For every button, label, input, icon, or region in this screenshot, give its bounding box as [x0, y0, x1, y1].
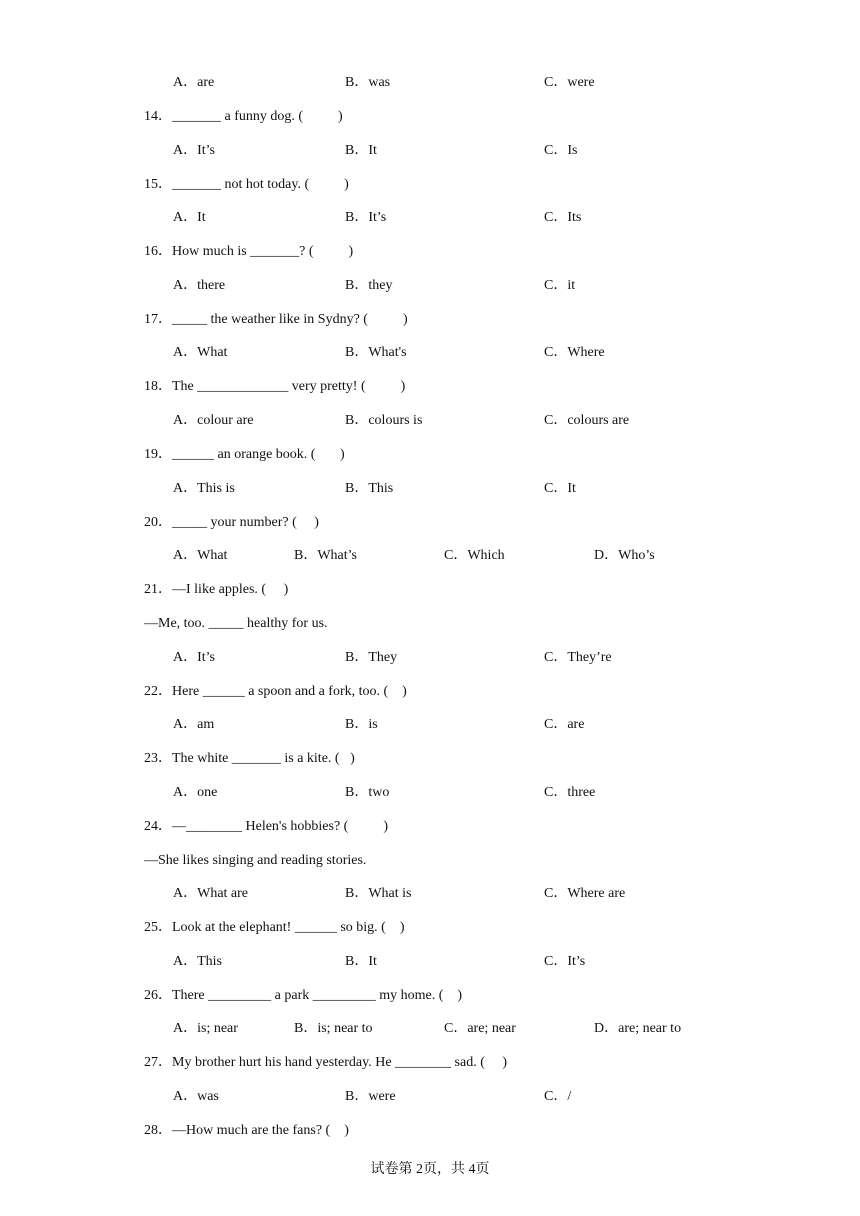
- question-line: —She likes singing and reading stories.: [144, 853, 367, 868]
- option-b: B．It: [345, 143, 377, 158]
- question-line: 14．_______ a funny dog. ( ): [144, 109, 343, 124]
- option-b: B．It: [345, 954, 377, 969]
- question-line: 20．_____ your number? ( ): [144, 515, 319, 530]
- question-line: 25．Look at the elephant! ______ so big. ( ): [144, 920, 405, 935]
- answer-options: [173, 74, 793, 92]
- question-line: 23．The white _______ is a kite. ( ): [144, 751, 355, 766]
- option-c: C．are: [544, 717, 585, 732]
- question-line: 22．Here ______ a spoon and a fork, too. ( ): [144, 684, 407, 699]
- answer-options: [173, 480, 793, 498]
- answer-options: [173, 344, 793, 362]
- answer-options: [173, 547, 793, 565]
- option-b: B．What's: [345, 345, 407, 360]
- question-line: 27．My brother hurt his hand yesterday. He ________ sad. ( ): [144, 1055, 508, 1070]
- option-c: C．/: [544, 1089, 572, 1104]
- option-c: C．Its: [544, 210, 582, 225]
- question-line: 21．—I like apples. ( ): [144, 582, 289, 597]
- option-c: C．three: [544, 785, 596, 800]
- option-a: A．colour are: [173, 413, 254, 428]
- option-b: B．They: [345, 650, 398, 665]
- option-b: B．colours is: [345, 413, 423, 428]
- option-b: B．were: [345, 1089, 396, 1104]
- answer-options: [173, 784, 793, 802]
- option-a: A．What: [173, 548, 228, 563]
- option-a: A．This is: [173, 481, 235, 496]
- answer-options: [173, 953, 793, 971]
- option-a: A．What: [173, 345, 228, 360]
- option-b: B．What’s: [294, 548, 357, 563]
- option-b: B．It’s: [345, 210, 387, 225]
- option-c: C．colours are: [544, 413, 630, 428]
- question-line: 17．_____ the weather like in Sydny? ( ): [144, 312, 408, 327]
- option-a: A．This: [173, 954, 222, 969]
- answer-options: [173, 649, 793, 667]
- question-line: 18．The _____________ very pretty! ( ): [144, 379, 406, 394]
- option-b: B．two: [345, 785, 390, 800]
- option-c: C．It: [544, 481, 576, 496]
- answer-options: [173, 209, 793, 227]
- option-c: C．Which: [444, 548, 505, 563]
- option-c: C．it: [544, 278, 576, 293]
- option-a: A．are: [173, 75, 215, 90]
- option-a: A．It’s: [173, 650, 215, 665]
- answer-options: [173, 412, 793, 430]
- question-line: 19．______ an orange book. ( ): [144, 447, 345, 462]
- question-line: 26．There _________ a park _________ my home. ( ): [144, 988, 463, 1003]
- question-line: —Me, too. _____ healthy for us.: [144, 616, 328, 631]
- question-line: 15．_______ not hot today. ( ): [144, 177, 349, 192]
- option-b: B．was: [345, 75, 391, 90]
- option-a: A．It’s: [173, 143, 215, 158]
- option-b: B．is; near to: [294, 1021, 373, 1036]
- answer-options: [173, 1088, 793, 1106]
- question-line: 24．—________ Helen's hobbies? ( ): [144, 819, 388, 834]
- option-a: A．is; near: [173, 1021, 238, 1036]
- option-a: A．It: [173, 210, 206, 225]
- option-b: B．What is: [345, 886, 412, 901]
- option-c: C．Where: [544, 345, 605, 360]
- option-c: C．Is: [544, 143, 578, 158]
- answer-options: [173, 885, 793, 903]
- question-line: 16．How much is _______? ( ): [144, 244, 354, 259]
- option-d: D．Who’s: [594, 548, 655, 563]
- option-a: A．am: [173, 717, 215, 732]
- option-b: B．they: [345, 278, 393, 293]
- option-a: A．What are: [173, 886, 249, 901]
- answer-options: [173, 142, 793, 160]
- option-d: D．are; near to: [594, 1021, 682, 1036]
- answer-options: [173, 277, 793, 295]
- option-c: C．It’s: [544, 954, 586, 969]
- option-b: B．is: [345, 717, 378, 732]
- option-c: C．are; near: [444, 1021, 516, 1036]
- option-c: C．were: [544, 75, 595, 90]
- option-c: C．Where are: [544, 886, 626, 901]
- option-a: A．was: [173, 1089, 219, 1104]
- option-a: A．one: [173, 785, 218, 800]
- option-c: C．They’re: [544, 650, 612, 665]
- answer-options: [173, 716, 793, 734]
- page-footer: 试卷第 2页，共 4页: [370, 1162, 490, 1177]
- option-b: B．This: [345, 481, 394, 496]
- question-line: 28．—How much are the fans? ( ): [144, 1123, 349, 1138]
- option-a: A．there: [173, 278, 226, 293]
- answer-options: [173, 1020, 793, 1038]
